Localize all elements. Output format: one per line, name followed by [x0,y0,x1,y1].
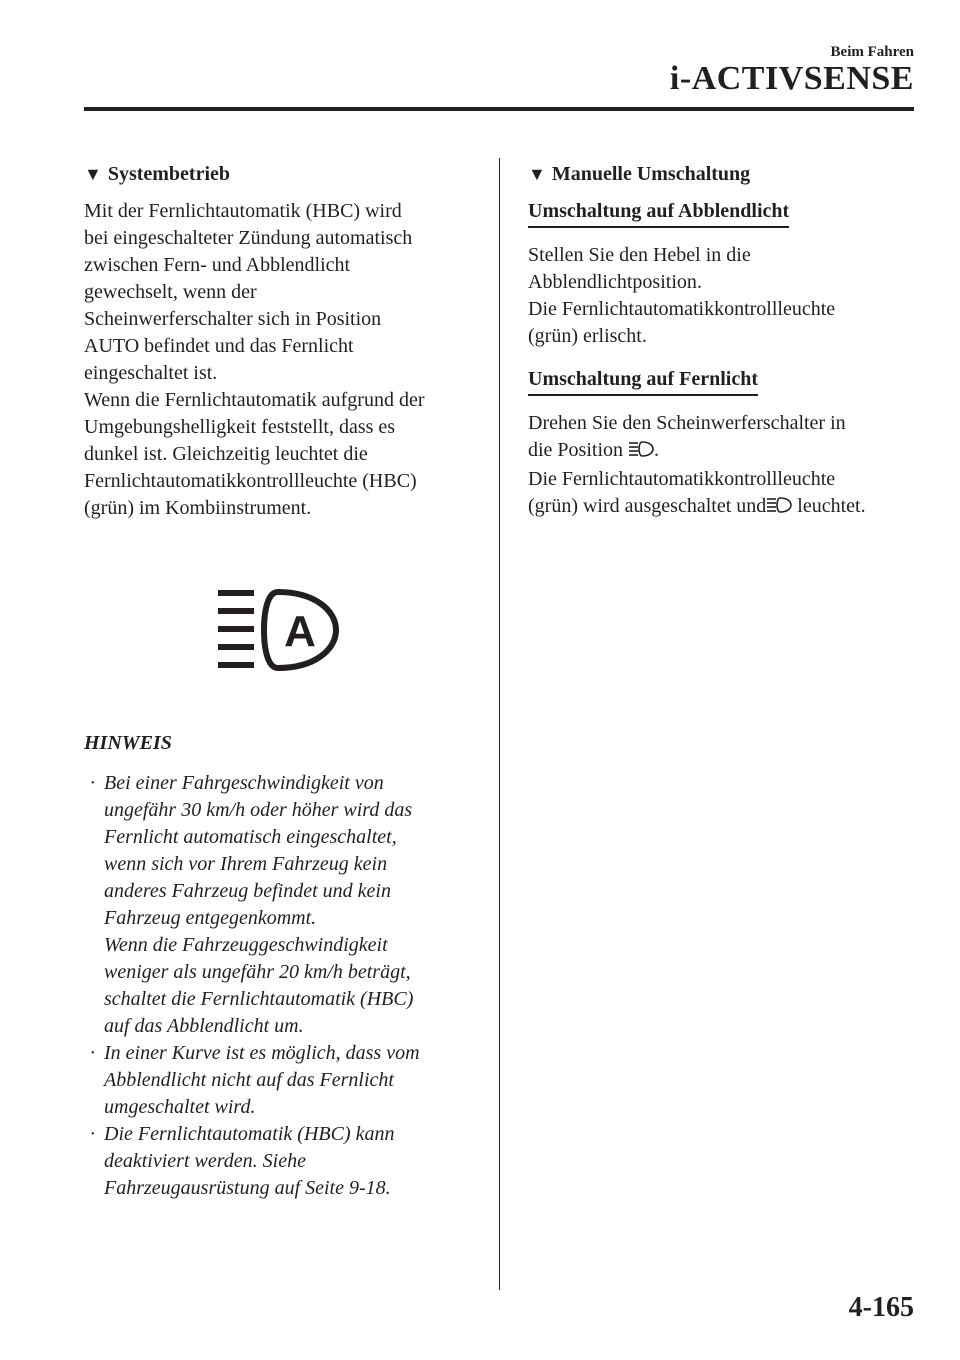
text-line: Wenn die Fahrzeuggeschwindigkeit [104,934,388,956]
high-beam-icon [766,495,792,522]
text-line: Umgebungshelligkeit feststellt, dass es [84,416,396,438]
text-line: Scheinwerferschalter sich in Position [84,308,382,330]
page-number: 4-165 [848,1292,914,1323]
paragraph-1 [84,198,474,522]
text-segment: (grün) wird ausgeschaltet und [528,495,767,517]
text-line: zwischen Fern- und Abblendlicht [84,254,351,276]
note-item [84,1121,474,1202]
note-item [84,1040,474,1121]
text-line: Fernlicht automatisch eingeschaltet, [104,826,397,848]
text-segment: die Position [528,439,624,461]
text-line: Die Fernlichtautomatikkontrollleuchte [528,468,836,490]
text-line: wenn sich vor Ihrem Fahrzeug kein [104,853,388,875]
triangle-down-icon: ▼ [84,164,102,184]
text-line: umgeschaltet wird. [104,1096,256,1118]
auto-high-beam-indicator-icon [216,584,342,676]
text-line: Wenn die Fernlichtautomatik aufgrund der [84,389,425,411]
high-beam-icon [628,439,654,466]
text-line [528,437,918,466]
text-line: Die Fernlichtautomatik (HBC) kann [104,1123,395,1145]
text-line [528,493,918,522]
text-line: eingeschaltet ist. [84,362,218,384]
section-heading-systembetrieb [84,160,474,188]
text-line: deaktiviert werden. Siehe [104,1150,306,1172]
text-segment: leuchtet. [792,495,866,517]
header-chapter-title: i-ACTIVSENSE [669,60,914,97]
note-title: HINWEIS [84,732,172,754]
right-column [528,160,918,532]
text-line: (grün) erlischt. [528,325,647,347]
text-line: Fahrzeugausrüstung auf Seite 9-18. [104,1177,391,1199]
text-line: dunkel ist. Gleichzeitig leuchtet die [84,443,368,465]
subheading-fernlicht: Umschaltung auf Fernlicht [528,366,758,396]
text-line: bei eingeschalteter Zündung automatisch [84,227,413,249]
section-heading-manuelle-umschaltung [528,160,918,188]
text-line: In einer Kurve ist es möglich, dass vom [104,1042,420,1064]
paragraph-fernlicht [528,410,918,522]
note-item [84,770,474,1040]
text-line: Fahrzeug entgegenkommt. [104,907,317,929]
text-line: ungefähr 30 km/h oder höher wird das [104,799,413,821]
text-line: Bei einer Fahrgeschwindigkeit von [104,772,384,794]
header-rule [84,107,914,111]
text-line: AUTO befindet und das Fernlicht [84,335,354,357]
text-line: auf das Abblendlicht um. [104,1015,304,1037]
text-line: (grün) im Kombiinstrument. [84,497,312,519]
text-line: Abblendlichtposition. [528,271,702,293]
section-heading-text: Systembetrieb [107,163,231,185]
bullet-icon: · [90,1123,95,1145]
left-column [84,160,474,1202]
text-line: Drehen Sie den Scheinwerferschalter in [528,412,846,434]
text-line: Abblendlicht nicht auf das Fernlicht [104,1069,394,1091]
text-line: schaltet die Fernlichtautomatik (HBC) [104,988,414,1010]
text-line: Stellen Sie den Hebel in die [528,244,751,266]
section-heading-text: Manuelle Umschaltung [551,163,751,185]
bullet-icon: · [90,1042,95,1064]
header-section-title: Beim Fahren [830,44,914,60]
text-line: gewechselt, wenn der [84,281,257,303]
text-line: anderes Fahrzeug befindet und kein [104,880,391,902]
text-line: weniger als ungefähr 20 km/h beträgt, [104,961,411,983]
triangle-down-icon: ▼ [528,164,546,184]
paragraph-abblendlicht [528,242,918,350]
text-segment: . [654,439,660,461]
subheading-abblendlicht: Umschaltung auf Abblendlicht [528,198,789,228]
svg-text:A: A [284,607,316,656]
text-line: Mit der Fernlichtautomatik (HBC) wird [84,200,402,222]
bullet-icon: · [90,772,95,794]
column-divider [499,158,500,1290]
text-line: Die Fernlichtautomatikkontrollleuchte [528,298,836,320]
text-line: Fernlichtautomatikkontrollleuchte (HBC) [84,470,417,492]
